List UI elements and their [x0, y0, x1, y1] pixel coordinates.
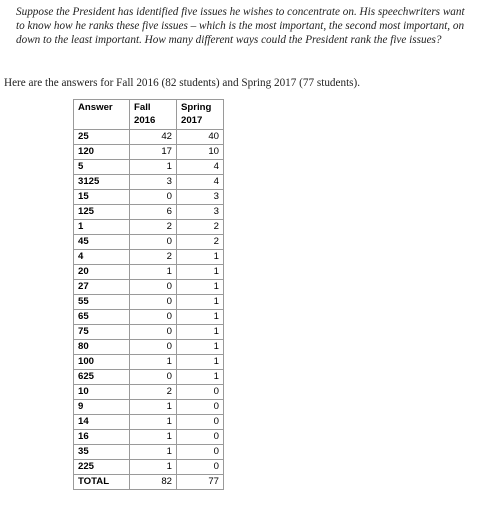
answer-cell: 55 [74, 295, 130, 310]
spring-2017-count-cell: 0 [177, 430, 224, 445]
answer-cell: 75 [74, 325, 130, 340]
fall-2016-count-cell: 0 [130, 325, 177, 340]
fall-2016-count-cell: 0 [130, 295, 177, 310]
spring-2017-count-cell: 0 [177, 460, 224, 475]
fall-2016-count-cell: 1 [130, 445, 177, 460]
table-row [74, 220, 224, 235]
answer-cell: 225 [74, 460, 130, 475]
answer-cell: 125 [74, 205, 130, 220]
table-row [74, 325, 224, 340]
intro-text: Here are the answers for Fall 2016 (82 students) and Spring 2017 (77 students). [4, 77, 361, 89]
spring-2017-count-cell: 0 [177, 400, 224, 415]
spring-2017-count-cell: 1 [177, 295, 224, 310]
answer-cell: 80 [74, 340, 130, 355]
table-row [74, 175, 224, 190]
spring-2017-count-cell: 4 [177, 160, 224, 175]
table-row [74, 385, 224, 400]
answer-cell: 65 [74, 310, 130, 325]
fall-2016-count-cell: 0 [130, 340, 177, 355]
answer-cell: 1 [74, 220, 130, 235]
fall-2016-count-cell: 2 [130, 220, 177, 235]
fall-2016-count-cell: 0 [130, 310, 177, 325]
answer-cell: TOTAL [74, 475, 130, 490]
answer-cell: 120 [74, 145, 130, 160]
table-row [74, 355, 224, 370]
spring-2017-count-cell: 1 [177, 280, 224, 295]
answer-cell: 14 [74, 415, 130, 430]
table-row [74, 295, 224, 310]
table-row [74, 430, 224, 445]
table-row [74, 460, 224, 475]
answer-cell: 4 [74, 250, 130, 265]
fall-2016-count-cell: 0 [130, 190, 177, 205]
spring-2017-count-cell: 0 [177, 445, 224, 460]
header-answer: Answer [74, 100, 130, 130]
header-fall-2016: Fall 2016 [130, 100, 177, 130]
fall-2016-count-cell: 42 [130, 130, 177, 145]
spring-2017-count-cell: 1 [177, 250, 224, 265]
spring-2017-count-cell: 4 [177, 175, 224, 190]
table-header-row [74, 100, 224, 130]
spring-2017-count-cell: 3 [177, 190, 224, 205]
spring-2017-count-cell: 1 [177, 340, 224, 355]
answer-cell: 3125 [74, 175, 130, 190]
table-row [74, 130, 224, 145]
fall-2016-count-cell: 1 [130, 355, 177, 370]
answer-cell: 20 [74, 265, 130, 280]
answer-cell: 625 [74, 370, 130, 385]
fall-2016-count-cell: 0 [130, 280, 177, 295]
answer-cell: 45 [74, 235, 130, 250]
table-row [74, 370, 224, 385]
table-row [74, 145, 224, 160]
spring-2017-count-cell: 1 [177, 325, 224, 340]
spring-2017-count-cell: 1 [177, 370, 224, 385]
answers-table [73, 99, 224, 490]
answer-cell: 27 [74, 280, 130, 295]
fall-2016-count-cell: 2 [130, 250, 177, 265]
spring-2017-count-cell: 2 [177, 220, 224, 235]
spring-2017-count-cell: 10 [177, 145, 224, 160]
table-row [74, 235, 224, 250]
fall-2016-count-cell: 1 [130, 430, 177, 445]
table-row [74, 400, 224, 415]
fall-2016-count-cell: 0 [130, 235, 177, 250]
fall-2016-count-cell: 17 [130, 145, 177, 160]
spring-2017-count-cell: 2 [177, 235, 224, 250]
spring-2017-count-cell: 40 [177, 130, 224, 145]
answer-cell: 35 [74, 445, 130, 460]
answer-cell: 5 [74, 160, 130, 175]
fall-2016-count-cell: 1 [130, 400, 177, 415]
fall-2016-count-cell: 0 [130, 370, 177, 385]
fall-2016-count-cell: 82 [130, 475, 177, 490]
answer-cell: 25 [74, 130, 130, 145]
answer-cell: 100 [74, 355, 130, 370]
spring-2017-count-cell: 3 [177, 205, 224, 220]
table-row [74, 445, 224, 460]
table-row [74, 265, 224, 280]
table-row [74, 340, 224, 355]
fall-2016-count-cell: 1 [130, 265, 177, 280]
table-row [74, 250, 224, 265]
answer-cell: 9 [74, 400, 130, 415]
answer-cell: 10 [74, 385, 130, 400]
table-row [74, 415, 224, 430]
fall-2016-count-cell: 1 [130, 160, 177, 175]
spring-2017-count-cell: 1 [177, 310, 224, 325]
fall-2016-count-cell: 1 [130, 415, 177, 430]
table-row [74, 475, 224, 490]
table-row [74, 190, 224, 205]
header-spring-2017: Spring 2017 [177, 100, 224, 130]
table-row [74, 205, 224, 220]
answer-cell: 16 [74, 430, 130, 445]
fall-2016-count-cell: 3 [130, 175, 177, 190]
spring-2017-count-cell: 0 [177, 415, 224, 430]
fall-2016-count-cell: 6 [130, 205, 177, 220]
answer-cell: 15 [74, 190, 130, 205]
answers-table-body [74, 130, 224, 490]
table-row [74, 280, 224, 295]
fall-2016-count-cell: 2 [130, 385, 177, 400]
spring-2017-count-cell: 1 [177, 355, 224, 370]
table-row [74, 310, 224, 325]
spring-2017-count-cell: 0 [177, 385, 224, 400]
spring-2017-count-cell: 77 [177, 475, 224, 490]
fall-2016-count-cell: 1 [130, 460, 177, 475]
spring-2017-count-cell: 1 [177, 265, 224, 280]
table-row [74, 160, 224, 175]
question-text: Suppose the President has identified five issues he wishes to concentrate on. His speechwriters want to know how he ranks these five issues – which is the most important, the second most important, on down to the least important. How many different ways could the President rank the five issues? [16, 6, 465, 46]
